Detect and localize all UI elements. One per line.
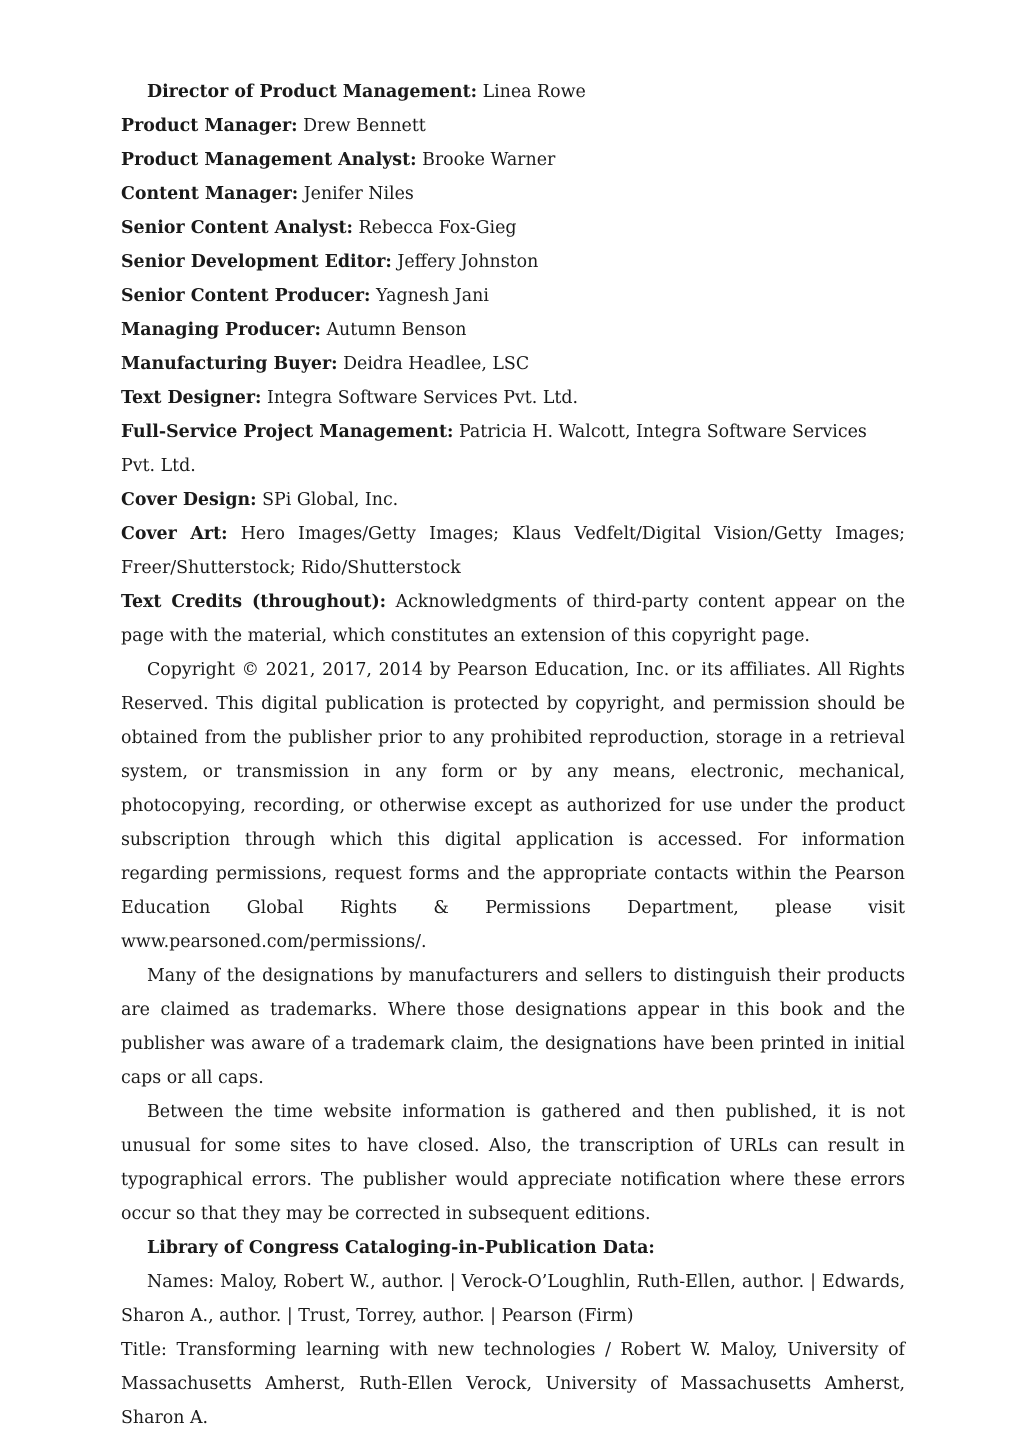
credit-value: Patricia H. Walcott, Integra Software Services Pvt. Ltd. — [121, 422, 867, 476]
credit-label: Managing Producer: — [121, 320, 321, 340]
credit-director — [121, 75, 905, 109]
cip-heading — [121, 1231, 905, 1265]
credit-content-analyst — [121, 211, 905, 245]
credit-value: Integra Software Services Pvt. Ltd. — [267, 388, 579, 408]
credit-value: Jenifer Niles — [303, 184, 414, 204]
cip-title: Title: Transforming learning with new technologies / Robert W. Maloy, University of Massachusetts Amherst, Ruth-Ellen Verock, University of Massachusetts Amherst, Sharon A. — [121, 1340, 905, 1428]
websites-paragraph: Between the time website information is gathered and then published, it is not unusual for some sites to have closed. Also, the transcription of URLs can result in typographical errors. The publisher would appreciate notification where these errors occur so that they may be corrected in subsequent editions. — [121, 1102, 905, 1224]
credit-value: Linea Rowe — [482, 82, 586, 102]
credit-managing-producer — [121, 313, 905, 347]
credit-value: Acknowledgments of third-party content appear on the page with the material, which constitutes an extension of this copyright page. — [121, 592, 905, 646]
credit-project-management — [121, 415, 905, 483]
credit-text-credits — [121, 585, 905, 653]
credit-label: Full-Service Project Management: — [121, 422, 454, 442]
credit-label: Senior Content Analyst: — [121, 218, 353, 238]
credit-label: Director of Product Management: — [147, 82, 478, 102]
credit-content-producer — [121, 279, 905, 313]
credit-value: Jeffery Johnston — [397, 252, 539, 272]
credit-label: Text Credits (throughout): — [121, 592, 387, 612]
credit-label: Cover Design: — [121, 490, 257, 510]
copyright-paragraph: Copyright © 2021, 2017, 2014 by Pearson Education, Inc. or its affiliates. All Rights Reserved. This digital publication is protected by copyright, and permission should be obtained from the publisher prior to any prohibited reproduction, storage in a retrieval system, or transmission in any form or by any means, electronic, mechanical, photocopying, recording, or otherwise except as authorized for use under the product subscription through which this digital application is accessed. For information regarding permissions, request forms and the appropriate contacts within the Pearson Education Global Rights & Permissions Department, please visit www.pearsoned.com/permissions/. — [121, 660, 905, 952]
credit-product-manager — [121, 109, 905, 143]
credit-value: SPi Global, Inc. — [262, 490, 399, 510]
credit-label: Product Management Analyst: — [121, 150, 417, 170]
credit-label: Product Manager: — [121, 116, 298, 136]
cip-heading-text: Library of Congress Cataloging-in-Publication Data: — [147, 1238, 655, 1258]
credit-cover-art — [121, 517, 905, 585]
credit-label: Senior Content Producer: — [121, 286, 371, 306]
credit-manufacturing-buyer — [121, 347, 905, 381]
credit-value: Yagnesh Jani — [376, 286, 489, 306]
credit-development-editor — [121, 245, 905, 279]
credit-value: Rebecca Fox-Gieg — [358, 218, 517, 238]
copyright-page — [121, 75, 905, 1435]
credit-content-manager — [121, 177, 905, 211]
credit-label: Senior Development Editor: — [121, 252, 392, 272]
credit-label: Cover Art: — [121, 524, 228, 544]
credit-value: Drew Bennett — [303, 116, 426, 136]
credit-cover-design — [121, 483, 905, 517]
credit-label: Text Designer: — [121, 388, 262, 408]
credit-value: Autumn Benson — [326, 320, 467, 340]
credit-value: Deidra Headlee, LSC — [343, 354, 530, 374]
credit-analyst — [121, 143, 905, 177]
credit-label: Manufacturing Buyer: — [121, 354, 338, 374]
cip-names: Names: Maloy, Robert W., author. | Verock-O’Loughlin, Ruth-Ellen, author. | Edwards, Sharon A., author. | Trust, Torrey, author. | Pearson (Firm) — [121, 1272, 905, 1326]
trademarks-paragraph: Many of the designations by manufacturers and sellers to distinguish their products are claimed as trademarks. Where those designations appear in this book and the publisher was aware of a trademark claim, the designations have been printed in initial caps or all caps. — [121, 966, 905, 1088]
credit-value: Hero Images/Getty Images; Klaus Vedfelt/Digital Vision/Getty Images; Freer/Shutterstock; Rido/Shutterstock — [121, 524, 906, 578]
credit-value: Brooke Warner — [422, 150, 556, 170]
credit-label: Content Manager: — [121, 184, 299, 204]
credit-text-designer — [121, 381, 905, 415]
